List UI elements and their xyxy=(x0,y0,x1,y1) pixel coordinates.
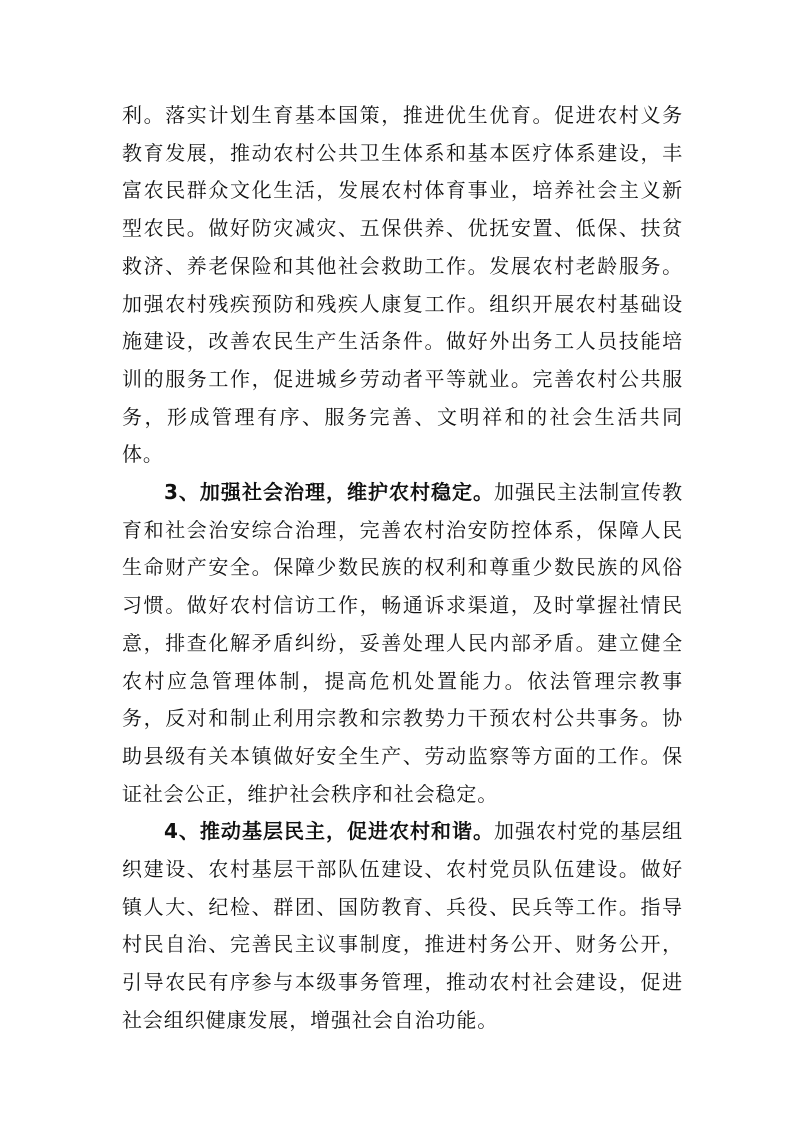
paragraph-text: 加强农村党的基层组织建设、农村基层干部队伍建设、农村党员队伍建设。做好镇人大、纪检、群团、国防教育、兵役、民兵等工作。指导村民自治、完善民主议事制度，推进村务公开、财务公开，引导农民有序参与本级事务管理，推动农村社会建设，促进社会组织健康发展，增强社会自治功能。 xyxy=(122,819,683,1032)
paragraph-section-4 xyxy=(122,813,683,1039)
paragraph-continuation xyxy=(122,97,683,474)
section-heading-4: 4、推动基层民主，促进农村和谐。 xyxy=(164,819,495,844)
paragraph-section-3 xyxy=(122,474,683,813)
paragraph-text: 加强民主法制宣传教育和社会治安综合治理，完善农村治安防控体系，保障人民生命财产安全。保障少数民族的权利和尊重少数民族的风俗习惯。做好农村信访工作，畅通诉求渠道，及时掌握社情民意，排查化解矛盾纠纷，妥善处理人民内部矛盾。建立健全农村应急管理体制，提高危机处置能力。依法管理宗教事务，反对和制止利用宗教和宗教势力干预农村公共事务。协助县级有关本镇做好安全生产、劳动监察等方面的工作。保证社会公正，维护社会秩序和社会稳定。 xyxy=(122,480,683,806)
paragraph-text: 利。落实计划生育基本国策，推进优生优育。促进农村义务教育发展，推动农村公共卫生体系和基本医疗体系建设，丰富农民群众文化生活，发展农村体育事业，培养社会主义新型农民。做好防灾减灾、五保供养、优抚安置、低保、扶贫救济、养老保险和其他社会救助工作。发展农村老龄服务。加强农村残疾预防和残疾人康复工作。组织开展农村基础设施建设，改善农民生产生活条件。做好外出务工人员技能培训的服务工作，促进城乡劳动者平等就业。完善农村公共服务，形成管理有序、服务完善、文明祥和的社会生活共同体。 xyxy=(122,103,683,467)
section-heading-3: 3、加强社会治理，维护农村稳定。 xyxy=(164,480,495,505)
document-body xyxy=(122,97,683,1040)
